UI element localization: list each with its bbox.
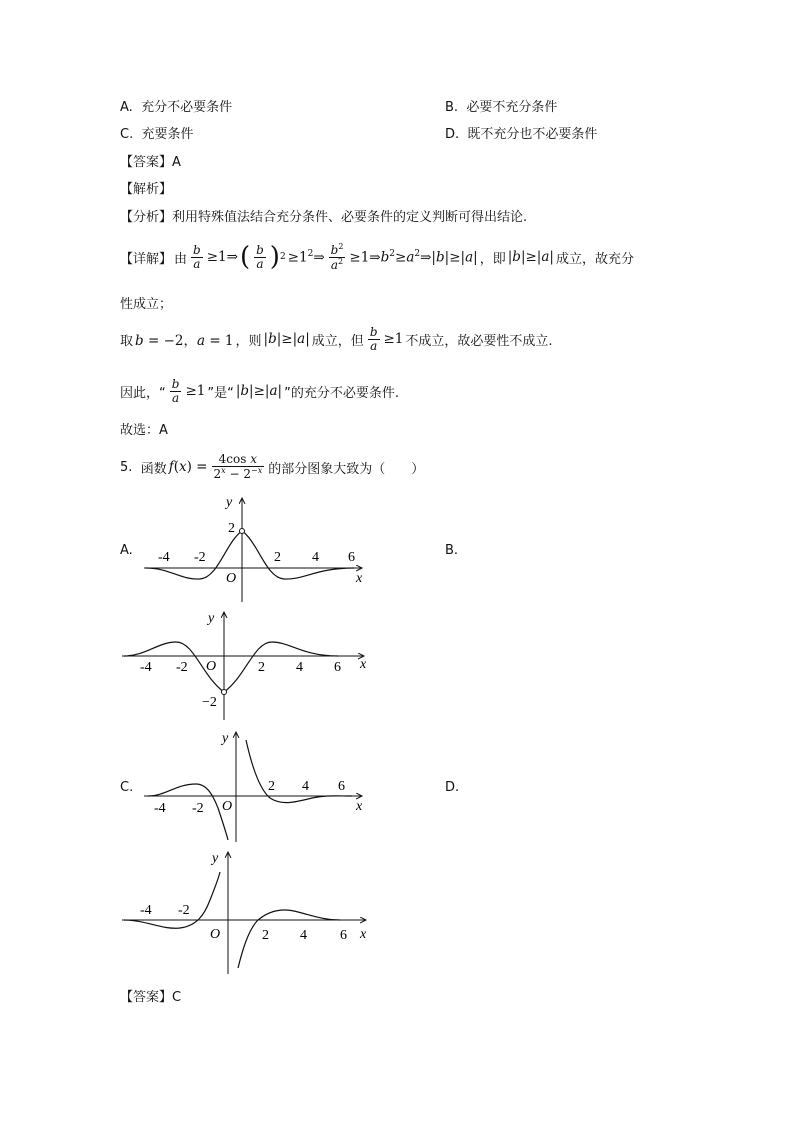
therefore-mid: ”是“ (207, 385, 234, 401)
fenxi-line (120, 206, 527, 225)
stem-suffix: 的部分图象大致为（ ） (268, 461, 425, 477)
math-expr: ≥1 (383, 331, 404, 347)
function-curve (146, 531, 354, 579)
take-prefix: 取 (120, 333, 134, 349)
graph-c (140, 728, 372, 844)
math-frac-function: $\frac{\text{4cos x}}{2^x - 2^{-x}}$ (213, 452, 263, 481)
math-expr: $\ge 1\Rightarrow b^2\ge a^2\Rightarrow|b|\ge|a|$ (349, 248, 478, 266)
question-number: 5. (120, 459, 133, 475)
tick-label: 4 (296, 660, 303, 675)
option-a (120, 96, 232, 115)
option-letter: B. (445, 100, 459, 115)
option-b (445, 96, 557, 115)
math-frac-b-a-2: $\frac{b}{a}$ (256, 242, 264, 271)
tick-label: -2 (194, 550, 206, 565)
tick-label: -2 (176, 660, 188, 675)
y-tick-label: −2 (202, 695, 217, 710)
math-expr: ≥1 (185, 383, 206, 399)
answer-value: A (172, 155, 181, 170)
tick-label: -2 (192, 801, 204, 816)
math-expr: |b|≥|a| (263, 331, 310, 347)
y-axis-label: y (226, 495, 233, 510)
therefore-prefix: 因此，“ (120, 385, 166, 401)
open-point (240, 529, 245, 534)
tick-label: 6 (348, 550, 355, 565)
tick-label: 4 (312, 550, 319, 565)
x-axis-label: x (360, 657, 367, 672)
option-letter: D. (445, 127, 460, 142)
detail-prefix: 由 (174, 251, 188, 267)
stem-prefix: 函数 (140, 461, 167, 477)
tick-label: 4 (300, 928, 307, 943)
fenxi-text: 利用特殊值法结合充分条件、必要条件的定义判断可得出结论. (172, 210, 528, 225)
math-expr: $\ge 1^2\Rightarrow$ (287, 248, 325, 266)
detail-line (120, 236, 634, 278)
take-line (120, 318, 553, 360)
math-expr: |b|≥|a| (235, 383, 283, 399)
math-paren-frac: ( (239, 242, 251, 272)
graph-label-c: C. (120, 780, 134, 795)
math-frac-b2-a2: $\frac{b^2}{a^2}$ (330, 241, 344, 272)
tick-label: 6 (340, 928, 347, 943)
tick-label: -4 (140, 660, 152, 675)
x-axis-label: x (356, 571, 363, 586)
detail-tail2: 成立，故充分 (555, 251, 634, 267)
detail-label: 【详解】 (120, 251, 173, 267)
origin-label: O (206, 659, 217, 674)
option-c (120, 123, 194, 142)
detail-line2: 性成立； (120, 297, 173, 312)
take-tail: 不成立，故必要性不成立. (405, 333, 553, 349)
math-expr: |b|≥|a| (507, 249, 554, 265)
math-paren-close: ) (269, 242, 280, 272)
analysis-label: 【解析】 (120, 182, 173, 197)
tick-label: -4 (140, 903, 152, 918)
origin-label: O (210, 927, 221, 942)
x-axis-label: x (356, 799, 363, 814)
graph-d (118, 846, 374, 976)
tick-label: 4 (302, 779, 309, 794)
choose-line: 故选：A (120, 423, 168, 438)
math-frac-b-a: $\frac{b}{a}$ (369, 324, 378, 353)
math-expr: ≥1⇒ (206, 249, 238, 265)
graph-a (140, 492, 372, 604)
function-curve (124, 642, 338, 692)
y-axis-label: y (222, 731, 229, 746)
option-text: 充要条件 (141, 127, 194, 142)
graph-label-a: A. (120, 543, 133, 558)
option-text: 既不充分也不必要条件 (467, 127, 598, 142)
graph-b (118, 606, 372, 722)
option-text: 充分不必要条件 (141, 100, 233, 115)
therefore-line (120, 370, 399, 412)
answer-value: C (172, 990, 182, 1005)
math-frac-b-a: $\frac{b}{a}$ (193, 242, 201, 271)
option-letter: A. (120, 100, 133, 115)
q5-answer (120, 986, 181, 1005)
y-axis-label: y (212, 851, 219, 866)
tick-label: 2 (262, 928, 269, 943)
open-point (222, 690, 227, 695)
origin-label: O (226, 571, 237, 586)
tick-label: -4 (158, 550, 170, 565)
tick-label: -2 (178, 903, 190, 918)
math-frac-b-a: $\frac{b}{a}$ (171, 376, 180, 405)
option-letter: C. (120, 127, 134, 142)
option-text: 必要不充分条件 (466, 100, 558, 115)
tick-label: 6 (334, 660, 341, 675)
tick-label: 2 (268, 779, 275, 794)
q5-stem (120, 447, 424, 487)
graph-label-d: D. (445, 780, 460, 795)
function-curve-right (238, 910, 340, 968)
answer-label: 【答案】 (120, 990, 173, 1005)
option-d (445, 123, 597, 142)
take-mid: ，则 (235, 333, 262, 349)
function-curve-right (246, 740, 352, 803)
take-mid2: 成立，但 (311, 333, 364, 349)
answer-label: 【答案】 (120, 155, 173, 170)
y-axis-label: y (208, 611, 215, 626)
tick-label: 6 (338, 779, 345, 794)
math-sup: 2 (279, 252, 286, 262)
x-axis-label: x (360, 927, 367, 942)
y-tick-label: 2 (228, 521, 235, 536)
tick-label: 2 (274, 550, 281, 565)
graph-label-b: B. (445, 543, 459, 558)
math-expr: f(x) = (168, 459, 208, 475)
tick-label: 2 (258, 660, 265, 675)
origin-label: O (222, 799, 233, 814)
math-expr: b = −2，a = 1 (135, 333, 234, 349)
q4-answer (120, 151, 181, 170)
fenxi-label: 【分析】 (120, 210, 173, 225)
tick-label: -4 (154, 801, 166, 816)
detail-tail: ，即 (479, 251, 506, 267)
therefore-tail: ”的充分不必要条件. (284, 385, 399, 401)
